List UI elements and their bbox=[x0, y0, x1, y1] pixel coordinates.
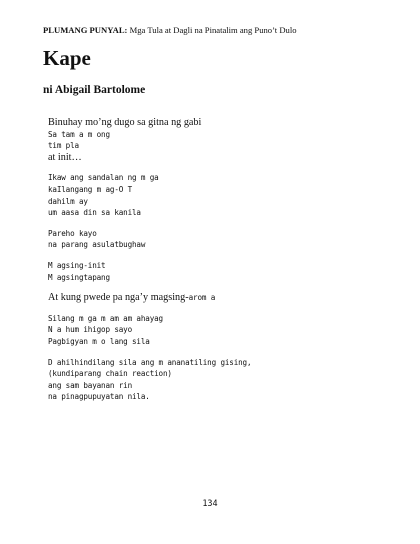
poem-line-text: ang sam bayanan rin bbox=[48, 380, 133, 390]
poem-line-text: M agsingtapang bbox=[48, 272, 110, 282]
poem-title: Kape bbox=[43, 46, 91, 70]
poem-line bbox=[48, 380, 398, 392]
poem-stanza bbox=[48, 117, 398, 163]
poem-line-text: M agsing-init bbox=[48, 260, 106, 270]
poem-stanza bbox=[48, 357, 398, 403]
poem-line bbox=[48, 196, 398, 208]
poem-stanza bbox=[48, 260, 398, 283]
poem-line-text: kaIlangang m ag-O T bbox=[48, 184, 133, 194]
poem-line-text: Binuhay mo’ng dugo sa gitna ng gabi bbox=[48, 117, 202, 128]
poem-line-text: Sa tam a m ong bbox=[48, 129, 110, 139]
poem-line bbox=[48, 228, 398, 240]
poem-body bbox=[48, 117, 398, 412]
poem-stanza bbox=[48, 313, 398, 348]
poem-line bbox=[48, 152, 398, 164]
poem-line-text: at init… bbox=[48, 151, 82, 163]
poem-line-text: Pareho kayo bbox=[48, 228, 97, 238]
poem-line bbox=[48, 313, 398, 325]
poem-line-text: D ahilhindilang sila ang m ananatiling gising, bbox=[48, 357, 252, 367]
poem-line bbox=[48, 129, 398, 141]
poem-line bbox=[48, 368, 398, 380]
poem-line bbox=[48, 140, 398, 152]
poem-line-text: Ikaw ang sandalan ng m ga bbox=[48, 173, 159, 183]
poem-line bbox=[48, 324, 398, 336]
poem-line-text: Silang m ga m am am ahayag bbox=[48, 313, 163, 323]
poem-line bbox=[48, 336, 398, 348]
poem-line bbox=[48, 391, 398, 403]
poem-author: ni Abigail Bartolome bbox=[43, 84, 146, 96]
running-header bbox=[43, 25, 297, 35]
poem-line-text: dahilm ay bbox=[48, 196, 88, 206]
book-title-label: PLUMANG PUNYAL: bbox=[43, 25, 128, 35]
poem-line bbox=[48, 184, 398, 196]
poem-line-text: Pagbigyan m o lang sila bbox=[48, 336, 150, 346]
poem-line-text: At kung pwede pa nga’y magsing- bbox=[48, 292, 189, 304]
poem-line bbox=[48, 292, 398, 304]
poem-line bbox=[48, 207, 398, 219]
poem-line-text: na parang asulatbughaw bbox=[48, 240, 146, 250]
poem-line bbox=[48, 172, 398, 184]
poem-stanza bbox=[48, 172, 398, 218]
poem-line-text: (kundiparang chain reaction) bbox=[48, 369, 172, 379]
poem-line-tail: arom a bbox=[188, 293, 216, 303]
poem-line-text: na pinagpupuyatan nila. bbox=[48, 392, 150, 402]
poem-line bbox=[48, 239, 398, 251]
poem-line-text: N a hum ihigop sayo bbox=[48, 325, 133, 335]
book-subtitle: Mga Tula at Dagli na Pinatalim ang Puno’t Dulo bbox=[129, 25, 297, 35]
page-number: 134 bbox=[202, 499, 218, 509]
poem-line bbox=[48, 260, 398, 272]
poem-line bbox=[48, 272, 398, 284]
poem-line bbox=[48, 117, 398, 129]
poem-line-text: um aasa din sa kanila bbox=[48, 208, 141, 218]
poem-line-text: tim pla bbox=[48, 141, 79, 151]
poem-stanza bbox=[48, 292, 398, 304]
poem-line bbox=[48, 357, 398, 369]
poem-stanza bbox=[48, 228, 398, 251]
